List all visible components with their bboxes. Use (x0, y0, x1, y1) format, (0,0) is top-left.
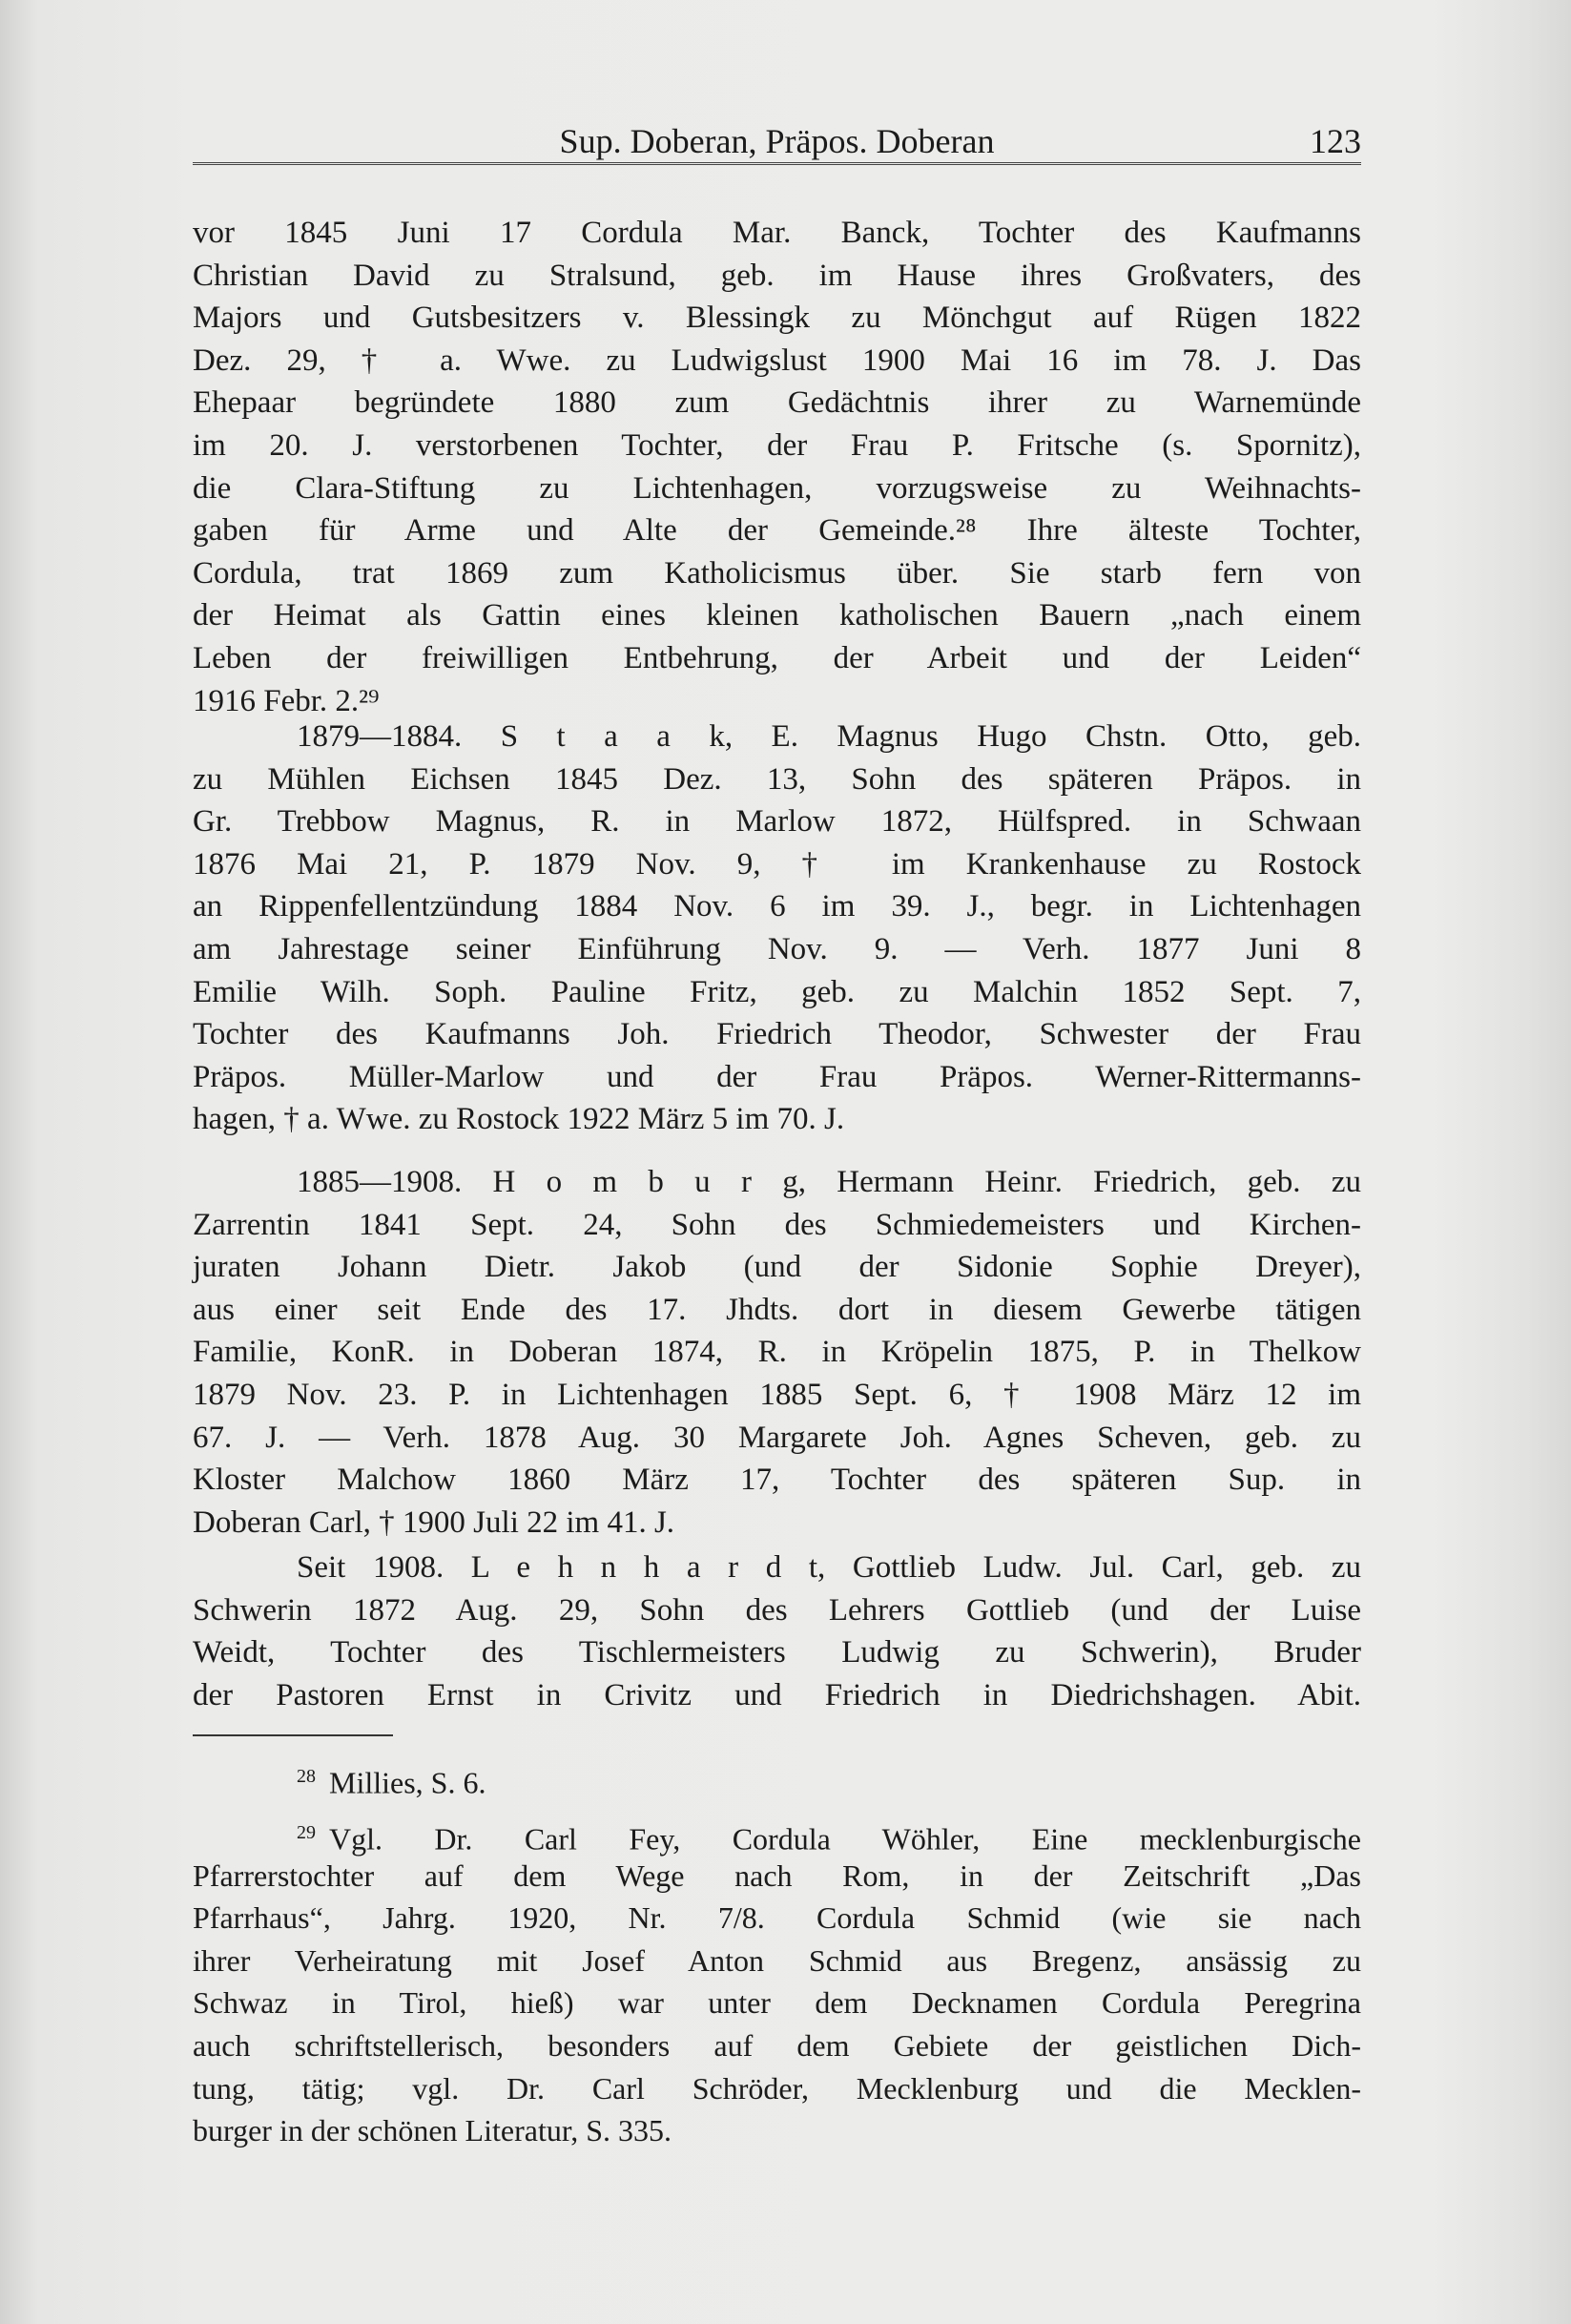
text-line: 1879 Nov. 23. P. in Lichtenhagen 1885 Sept. 6, † 1908 März 12 im (193, 1377, 1361, 1412)
text-line: an Rippenfellentzündung 1884 Nov. 6 im 39. J., begr. in Lichtenhagen (193, 889, 1361, 924)
footnote-separator (193, 1734, 393, 1736)
running-header (193, 120, 1361, 162)
text-line: Majors und Gutsbesitzers v. Blessingk zu Mönchgut auf Rügen 1822 (193, 301, 1361, 336)
text-line: aus einer seit Ende des 17. Jhdts. dort in diesem Gewerbe tätigen (193, 1292, 1361, 1327)
footnote-line: Pfarrerstochter auf dem Wege nach Rom, in der Zeitschrift „Das (193, 1857, 1361, 1893)
text-line: Ehepaar begründete 1880 zum Gedächtnis ihrer zu Warnemünde (193, 385, 1361, 421)
text-line: Emilie Wilh. Soph. Pauline Fritz, geb. zu Malchin 1852 Sept. 7, (193, 974, 1361, 1009)
text-line: 67. J. — Verh. 1878 Aug. 30 Margarete Joh. Agnes Scheven, geb. zu (193, 1420, 1361, 1455)
footnote-line: auch schriftstellerisch, besonders auf dem Gebiete der geistlichen Dich- (193, 2027, 1361, 2063)
text-line: der Pastoren Ernst in Crivitz und Friedrich in Diedrichshagen. Abit. (193, 1677, 1361, 1712)
text-line: 1916 Febr. 2.²⁹ (193, 683, 380, 718)
footnote-first-line (193, 1755, 1361, 1798)
text-line: Schwerin 1872 Aug. 29, Sohn des Lehrers Gottlieb (und der Luise (193, 1592, 1361, 1628)
footnote-line: Pfarrhaus“, Jahrg. 1920, Nr. 7/8. Cordula Schmid (wie sie nach (193, 1900, 1361, 1936)
paragraph (193, 212, 1361, 722)
text-line: gaben für Arme und Alte der Gemeinde.²⁸ Ihre älteste Tochter, (193, 513, 1361, 549)
footnote-marker: 29 (297, 1822, 316, 1843)
footnote (193, 1755, 1361, 1798)
running-title: Sup. Doberan, Präpos. Doberan (559, 122, 995, 160)
text-line: juraten Johann Dietr. Jakob (und der Sidonie Sophie Dreyer), (193, 1250, 1361, 1285)
text-line: Tochter des Kaufmanns Joh. Friedrich Theodor, Schwester der Frau (193, 1017, 1361, 1052)
footnote-line: burger in der schönen Literatur, S. 335. (193, 2113, 672, 2148)
text-line: 1876 Mai 21, P. 1879 Nov. 9, † im Krankenhause zu Rostock (193, 846, 1361, 882)
text-line: Gr. Trebbow Magnus, R. in Marlow 1872, Hülfspred. in Schwaan (193, 804, 1361, 840)
text-line: 1879—1884. S t a a k, E. Magnus Hugo Chstn. Otto, geb. (297, 719, 1361, 754)
page-number: 123 (1310, 122, 1361, 160)
footnote-text: Millies, S. 6. (329, 1765, 486, 1800)
text-line: Weidt, Tochter des Tischlermeisters Ludwig zu Schwerin), Bruder (193, 1635, 1361, 1670)
text-line: Leben der freiwilligen Entbehrung, der Arbeit und der Leiden“ (193, 640, 1361, 675)
paragraph (193, 1161, 1361, 1544)
text-line: Seit 1908. L e h n h a r d t, Gottlieb Ludw. Jul. Carl, geb. zu (297, 1550, 1361, 1585)
text-line: Familie, KonR. in Doberan 1874, R. in Kröpelin 1875, P. in Thelkow (193, 1335, 1361, 1370)
footnote-line: ihrer Verheiratung mit Josef Anton Schmid aus Bregenz, ansässig zu (193, 1942, 1361, 1978)
text-line: Doberan Carl, † 1900 Juli 22 im 41. J. (193, 1504, 675, 1540)
footnote (193, 1812, 1361, 2152)
footnote-line: tung, tätig; vgl. Dr. Carl Schröder, Mecklenburg und die Mecklen- (193, 2070, 1361, 2106)
text-line: der Heimat als Gattin eines kleinen katholischen Bauern „nach einem (193, 598, 1361, 633)
text-line: Zarrentin 1841 Sept. 24, Sohn des Schmiedemeisters und Kirchen- (193, 1207, 1361, 1242)
footnote-first-line (193, 1812, 1361, 1855)
text-line: Dez. 29, † a. Wwe. zu Ludwigslust 1900 Mai 16 im 78. J. Das (193, 342, 1361, 378)
text-line: am Jahrestage seiner Einführung Nov. 9. — Verh. 1877 Juni 8 (193, 931, 1361, 966)
text-line: Christian David zu Stralsund, geb. im Hause ihres Großvaters, des (193, 258, 1361, 293)
footnote-text: Vgl. Dr. Carl Fey, Cordula Wöhler, Eine mecklenburgische (329, 1821, 1361, 1857)
footnote-marker: 28 (297, 1766, 316, 1787)
text-line: vor 1845 Juni 17 Cordula Mar. Banck, Tochter des Kaufmanns (193, 216, 1361, 250)
header-rule (193, 162, 1361, 165)
text-line: zu Mühlen Eichsen 1845 Dez. 13, Sohn des späteren Präpos. in (193, 761, 1361, 797)
paragraph (193, 1546, 1361, 1716)
paragraph (193, 716, 1361, 1141)
text-line: 1885—1908. H o m b u r g, Hermann Heinr. Friedrich, geb. zu (297, 1165, 1361, 1199)
text-line: im 20. J. verstorbenen Tochter, der Frau P. Fritsche (s. Spornitz), (193, 427, 1361, 463)
text-line: Präpos. Müller-Marlow und der Frau Präpos. Werner-Rittermanns- (193, 1059, 1361, 1094)
footnote-line: Schwaz in Tirol, hieß) war unter dem Decknamen Cordula Peregrina (193, 1985, 1361, 2021)
text-line: Cordula, trat 1869 zum Katholicismus über. Sie starb fern von (193, 555, 1361, 591)
text-line: hagen, † a. Wwe. zu Rostock 1922 März 5 im 70. J. (193, 1102, 845, 1137)
text-line: Kloster Malchow 1860 März 17, Tochter des späteren Sup. in (193, 1463, 1361, 1498)
text-line: die Clara-Stiftung zu Lichtenhagen, vorzugsweise zu Weihnachts- (193, 470, 1361, 506)
